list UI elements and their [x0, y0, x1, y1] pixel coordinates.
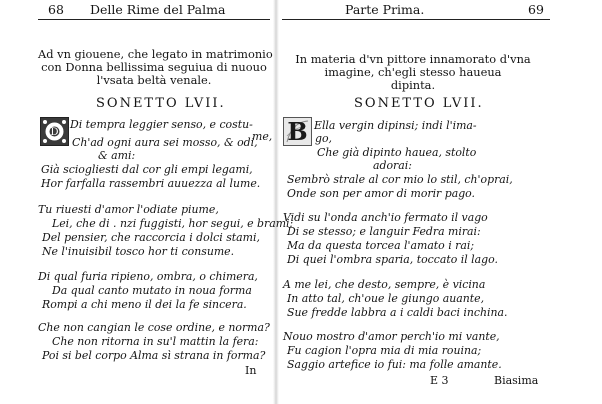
verse-line: Sue fredde labbra a i caldi baci inchina.: [287, 306, 508, 319]
verse-line: me,: [252, 130, 273, 143]
verse-line: Lei, che di . nzi fuggisti, hor segui, e brami:: [52, 217, 294, 230]
verse-line: Tu riuesti d'amor l'odiate piume,: [38, 203, 219, 216]
verse-line: Ella vergin dipinsi; indi l'ima-: [314, 119, 477, 132]
verse-line: adorai:: [373, 159, 412, 172]
left-running-title: Delle Rime del Palma: [90, 2, 226, 17]
verse-line: Rompi a chi meno il dei la fe sincera.: [42, 298, 247, 311]
right-page-number: 69: [528, 2, 544, 17]
left-caption-line: con Donna bellissima seguiua di nuouo: [41, 60, 267, 74]
verse-line: Di quei l'ombra sparia, toccato il lago.: [287, 253, 498, 266]
svg-text:D: D: [50, 127, 59, 138]
verse-line: go,: [315, 132, 332, 145]
right-caption-line: dipinta.: [390, 78, 436, 92]
right-caption-line: imagine, ch'egli stesso haueua: [324, 65, 502, 79]
left-header-rule: [38, 19, 270, 20]
verse-line: A me lei, che desto, sempre, è vicina: [283, 278, 486, 291]
verse-line: Onde son per amor di morir pago.: [287, 187, 475, 200]
verse-line: Che già dipinto hauea, stolto: [317, 146, 477, 159]
verse-line: Già sciogliesti dal cor gli empi legami,: [41, 163, 253, 176]
verse-line: Ch'ad ogni aura sei mosso, & odi,: [72, 136, 258, 149]
verse-line: Che non ritorna in su'l mattin la fera:: [52, 335, 259, 348]
verse-line: Vidi su l'onda anch'io fermato il vago: [283, 211, 488, 224]
right-running-title: Parte Prima.: [345, 2, 425, 17]
verse-line: Saggio artefice io fui: ma folle amante.: [287, 358, 502, 371]
verse-line: Di se stesso; e languir Fedra mirai:: [287, 225, 481, 238]
right-caption-line: In materia d'vn pittore innamorato d'vna: [295, 52, 531, 66]
left-page-number: 68: [48, 2, 64, 17]
verse-line: Che non cangian le cose ordine, e norma?: [38, 321, 270, 334]
verse-line: Di tempra leggier senso, e costu-: [70, 118, 253, 131]
verse-line: Nouo mostro d'amor perch'io mi vante,: [283, 330, 500, 343]
ornamental-initial-b: [283, 117, 312, 146]
verse-line: Fu cagion l'opra mia di mia rouina;: [287, 344, 482, 357]
verse-line: Hor farfalla rassembri auuezza al lume.: [41, 177, 261, 190]
left-caption-line: l'vsata beltà venale.: [96, 73, 212, 87]
left-page: [38, 0, 294, 404]
verse-line: Ne l'inuisibil tosco hor ti consume.: [42, 245, 235, 258]
svg-text:B: B: [287, 118, 308, 145]
left-caption-line: Ad vn giouene, che legato in matrimonio: [38, 47, 273, 61]
woodcut-ornament-icon: [41, 118, 68, 145]
ornamental-initial-icon: [284, 118, 311, 145]
verse-line: Sembrò strale al cor mio lo stil, ch'oprai,: [287, 173, 513, 186]
verse-line: Del pensier, che raccorcia i dolci stami,: [42, 231, 260, 244]
right-page: [282, 0, 552, 404]
book-gutter: [273, 0, 279, 404]
left-catchword: In: [245, 364, 257, 377]
right-catchword: Biasima: [494, 374, 539, 387]
verse-line: Di qual furia ripieno, ombra, o chimera,: [38, 270, 258, 283]
verse-line: In atto tal, ch'oue le giungo auante,: [287, 292, 485, 305]
ornamental-initial-d: [40, 117, 69, 146]
verse-line: Ma da questa torcea l'amato i rai;: [287, 239, 475, 252]
right-sonnet-title: SONETTO LVII.: [354, 96, 484, 111]
verse-line: Poi si bel corpo Alma sì strana in forma?: [42, 349, 266, 362]
verse-line: Da qual canto mutato in noua forma: [52, 284, 252, 297]
verse-line: & ami:: [98, 149, 136, 162]
left-sonnet-title: SONETTO LVII.: [96, 96, 226, 111]
right-header-rule: [282, 19, 550, 20]
signature-mark: E 3: [430, 374, 449, 387]
